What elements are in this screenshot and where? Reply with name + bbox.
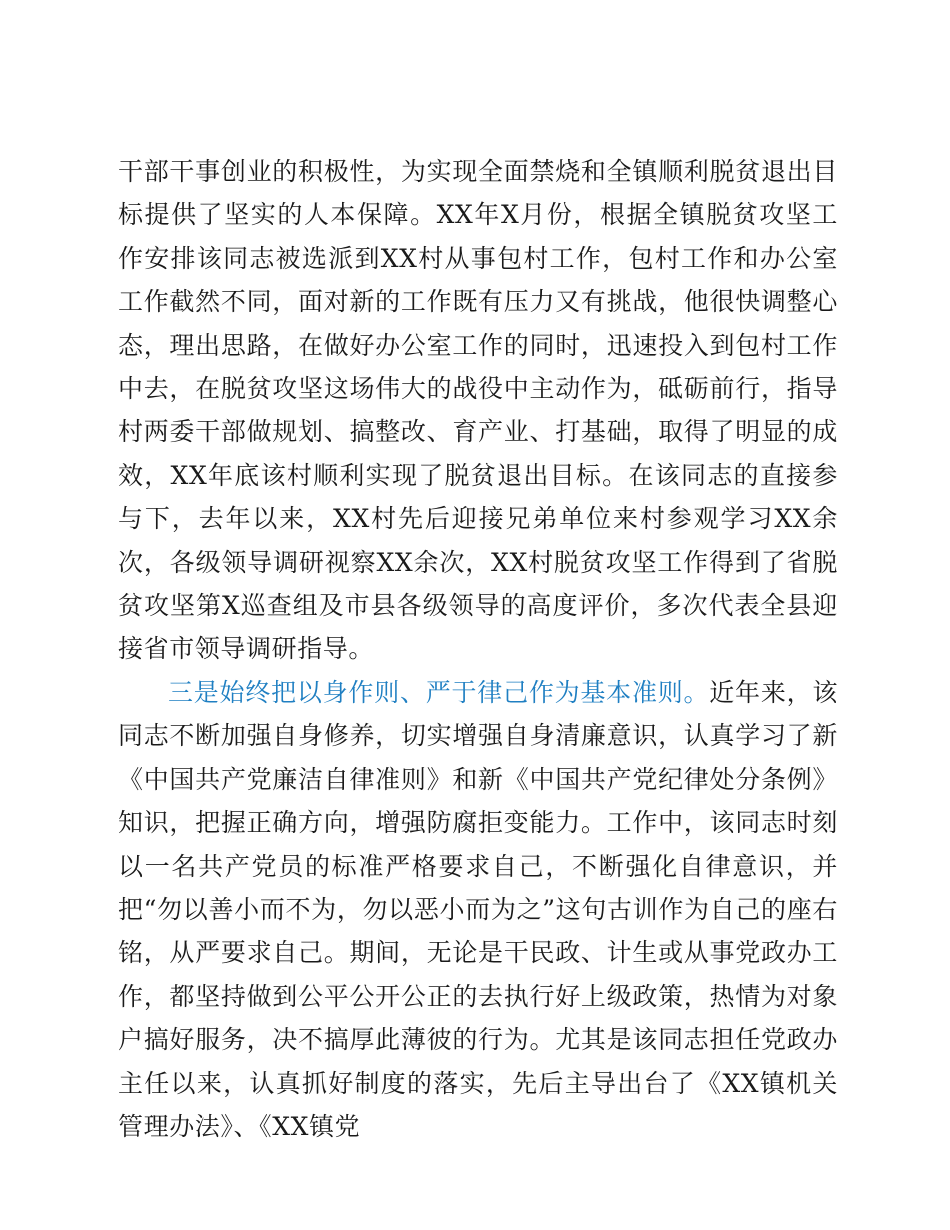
paragraph-heading: 三是始终把以身作则、严于律己作为基本准则。 [168, 677, 710, 707]
paragraph-principle-three [118, 671, 838, 1148]
document-body [118, 150, 838, 1148]
paragraph-text: 干部干事创业的积极性，为实现全面禁烧和全镇顺利脱贫退出目标提供了坚实的人本保障。XX年X月份，根据全镇脱贫攻坚工作安排该同志被选派到XX村从事包村工作，包村工作和办公室工作截然不同，面对新的工作既有压力又有挑战，他很快调整心态，理出思路，在做好办公室工作的同时，迅速投入到包村工作中去，在脱贫攻坚这场伟大的战役中主动作为，砥砺前行，指导村两委干部做规划、搞整改、育产业、打基础，取得了明显的成效，XX年底该村顺利实现了脱贫退出目标。在该同志的直接参与下，去年以来，XX村先后迎接兄弟单位来村参观学习XX余次，各级领导调研视察XX余次，XX村脱贫攻坚工作得到了省脱贫攻坚第X巡查组及市县各级领导的高度评价，多次代表全县迎接省市领导调研指导。 [118, 157, 838, 664]
paragraph-text: 近年来，该同志不断加强自身修养，切实增强自身清廉意识，认真学习了新《中国共产党廉洁自律准则》和新《中国共产党纪律处分条例》知识，把握正确方向，增强防腐拒变能力。工作中，该同志时刻以一名共产党员的标准严格要求自己，不断强化自律意识，并把“勿以善小而不为，勿以恶小而为之”这句古训作为自己的座右铭，从严要求自己。期间，无论是干民政、计生或从事党政办工作，都坚持做到公平公开公正的去执行好上级政策，热情为对象户搞好服务，决不搞厚此薄彼的行为。尤其是该同志担任党政办主任以来，认真抓好制度的落实，先后主导出台了《XX镇机关管理办法》、《XX镇党 [118, 677, 838, 1141]
paragraph-continuation [118, 150, 838, 671]
